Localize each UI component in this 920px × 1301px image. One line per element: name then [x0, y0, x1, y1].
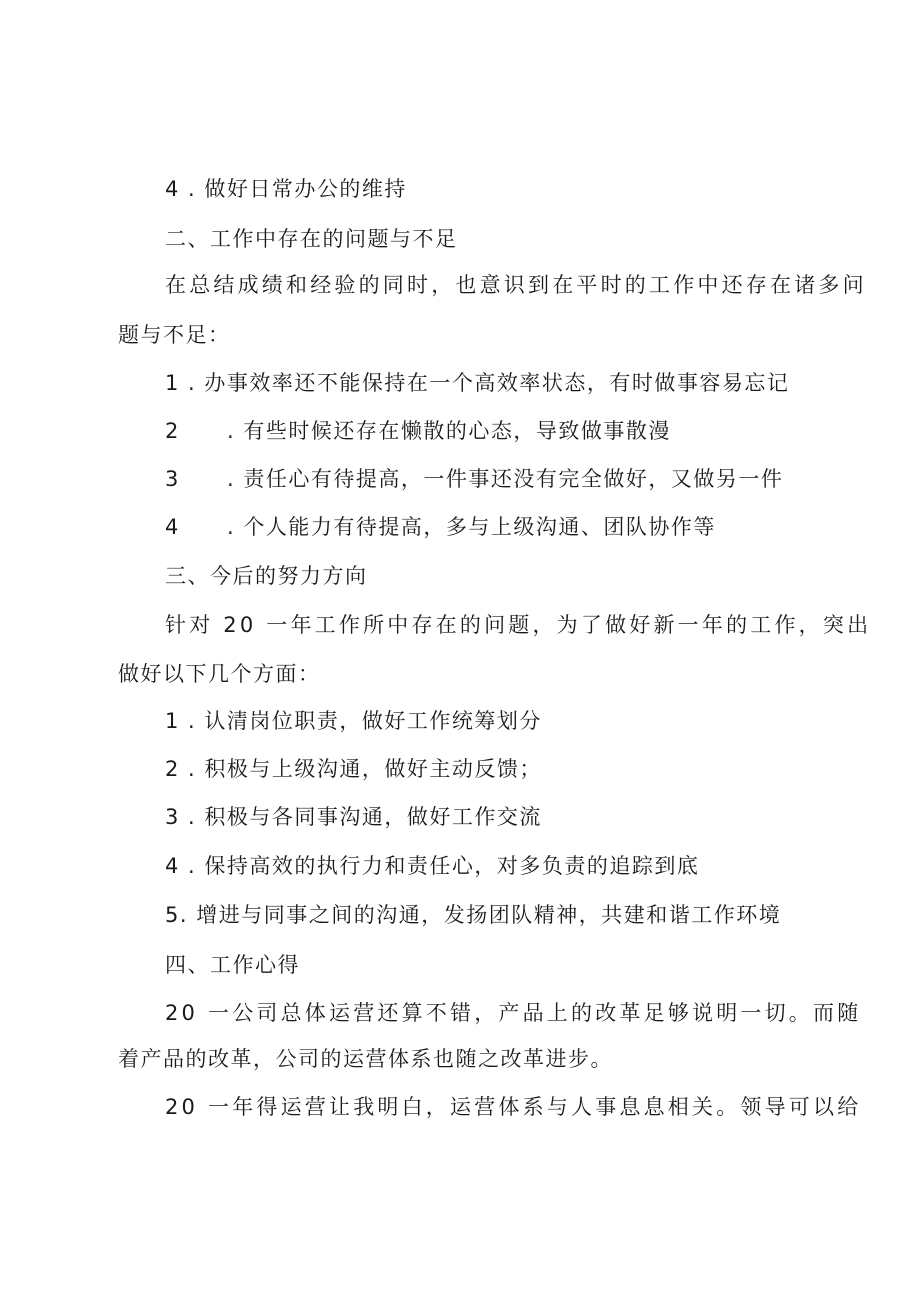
paragraph-line: 20 一公司总体运营还算不错，产品上的改革足够说明一切。而随: [165, 1001, 862, 1025]
list-item-maintenance: 4 . 做好日常办公的维持: [165, 177, 407, 201]
item-text: . 有些时候还存在懒散的心态，导致做事散漫: [227, 419, 671, 443]
plan-item-5: 5. 增进与同事之间的沟通，发扬团队精神，共建和谐工作环境: [165, 903, 782, 927]
paragraph-line: 针对 20 一年工作所中存在的问题，为了做好新一年的工作，突出: [165, 613, 872, 637]
section-heading-insights: 四、工作心得: [165, 953, 300, 977]
paragraph-line: 着产品的改革，公司的运营体系也随之改革进步。: [118, 1047, 613, 1071]
paragraph-line: 20 一年得运营让我明白，运营体系与人事息息相关。领导可以给: [165, 1095, 862, 1119]
item-number: 3: [165, 467, 180, 491]
plan-item-3: 3 . 积极与各同事沟通，做好工作交流: [165, 805, 542, 829]
paragraph-line: 在总结成绩和经验的同时，也意识到在平时的工作中还存在诸多问: [165, 273, 867, 297]
problem-item-2: [165, 416, 671, 446]
item-text: . 责任心有待提高，一件事还没有完全做好，又做另一件: [227, 467, 784, 491]
section-heading-direction: 三、今后的努力方向: [165, 564, 368, 588]
item-number: 2: [165, 419, 180, 443]
item-number: 4: [165, 515, 180, 539]
paragraph-line: 题与不足：: [118, 323, 231, 347]
plan-item-4: 4 . 保持高效的执行力和责任心，对多负责的追踪到底: [165, 854, 700, 878]
plan-item-2: 2 . 积极与上级沟通，做好主动反馈；: [165, 757, 542, 781]
plan-item-1: 1 . 认清岗位职责，做好工作统筹划分: [165, 709, 542, 733]
item-text: . 个人能力有待提高，多与上级沟通、团队协作等: [227, 515, 716, 539]
problem-item-4: [165, 512, 716, 542]
problem-item-1: 1 . 办事效率还不能保持在一个高效率状态，有时做事容易忘记: [165, 371, 790, 395]
problem-item-3: [165, 464, 783, 494]
paragraph-line: 做好以下几个方面：: [118, 662, 321, 686]
section-heading-problems: 二、工作中存在的问题与不足: [165, 227, 458, 251]
